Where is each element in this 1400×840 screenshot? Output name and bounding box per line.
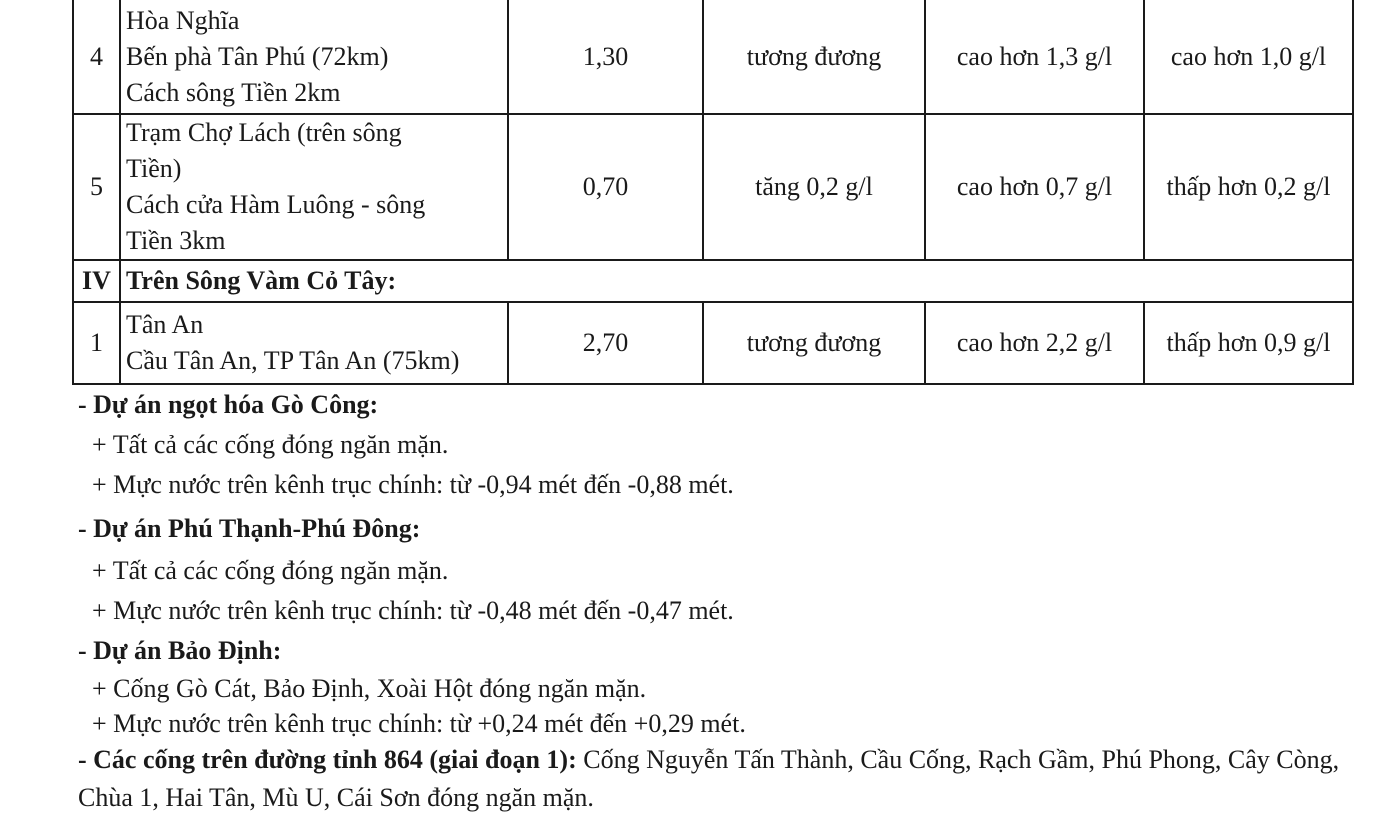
station-name-line: Cầu Tân An, TP Tân An (75km) — [126, 346, 460, 375]
station-name-line: Cách sông Tiền 2km — [126, 77, 341, 107]
salinity-table — [72, 0, 1354, 385]
row-number: 1 — [73, 302, 120, 384]
table-row — [73, 0, 1353, 114]
comparison-cell: cao hơn 0,7 g/l — [925, 114, 1144, 260]
table-row — [73, 114, 1353, 260]
note-road-864 — [78, 741, 1368, 817]
station-name-line: Hòa Nghĩa — [126, 5, 240, 35]
note-heading-road-864: - Các cống trên đường tỉnh 864 (giai đoạn 1): — [78, 745, 577, 774]
table-row — [73, 302, 1353, 384]
comparison-cell: thấp hơn 0,9 g/l — [1144, 302, 1353, 384]
note-heading-phu-thanh: - Dự án Phú Thạnh-Phú Đông: — [78, 514, 421, 543]
project-notes — [78, 385, 1368, 817]
salinity-value: 0,70 — [508, 114, 703, 260]
salinity-value: 1,30 — [508, 0, 703, 114]
station-name — [120, 0, 508, 114]
comparison-cell: tương đương — [703, 302, 925, 384]
row-number: 4 — [73, 0, 120, 114]
station-name-line: Tiền) — [126, 154, 182, 183]
section-row — [73, 260, 1353, 302]
note-item: + Tất cả các cống đóng ngăn mặn. — [92, 556, 449, 585]
note-road-864-text: Cống Nguyễn Tấn Thành, Cầu Cống, Rạch Gầm, Phú Phong, Cây Còng, Chùa 1, Hai Tân, Mù U, Cái Sơn đóng ngăn mặn. — [78, 745, 1340, 812]
comparison-cell: cao hơn 1,3 g/l — [925, 0, 1144, 114]
comparison-cell: thấp hơn 0,2 g/l — [1144, 114, 1353, 260]
note-item: + Tất cả các cống đóng ngăn mặn. — [92, 430, 449, 459]
row-number: 5 — [73, 114, 120, 260]
section-number: IV — [73, 260, 120, 302]
note-item: + Mực nước trên kênh trục chính: từ +0,24 mét đến +0,29 mét. — [92, 709, 746, 738]
comparison-cell: tương đương — [703, 0, 925, 114]
comparison-cell: cao hơn 1,0 g/l — [1144, 0, 1353, 114]
station-name-line: Tiền 3km — [126, 226, 226, 255]
section-title: Trên Sông Vàm Cỏ Tây: — [120, 260, 1353, 302]
note-heading-bao-dinh: - Dự án Bảo Định: — [78, 636, 282, 665]
station-name-line: Trạm Chợ Lách (trên sông — [126, 118, 402, 147]
salinity-value: 2,70 — [508, 302, 703, 384]
comparison-cell: tăng 0,2 g/l — [703, 114, 925, 260]
station-name-line: Cách cửa Hàm Luông - sông — [126, 190, 426, 219]
note-item: + Mực nước trên kênh trục chính: từ -0,48 mét đến -0,47 mét. — [92, 596, 734, 625]
note-item: + Cống Gò Cát, Bảo Định, Xoài Hột đóng ngăn mặn. — [92, 674, 647, 703]
station-name-line: Tân An — [126, 310, 204, 339]
station-name — [120, 114, 508, 260]
comparison-cell: cao hơn 2,2 g/l — [925, 302, 1144, 384]
note-heading-go-cong: - Dự án ngọt hóa Gò Công: — [78, 390, 379, 419]
station-name — [120, 302, 508, 384]
note-item: + Mực nước trên kênh trục chính: từ -0,94 mét đến -0,88 mét. — [92, 470, 734, 499]
station-name-line: Bến phà Tân Phú (72km) — [126, 41, 389, 71]
